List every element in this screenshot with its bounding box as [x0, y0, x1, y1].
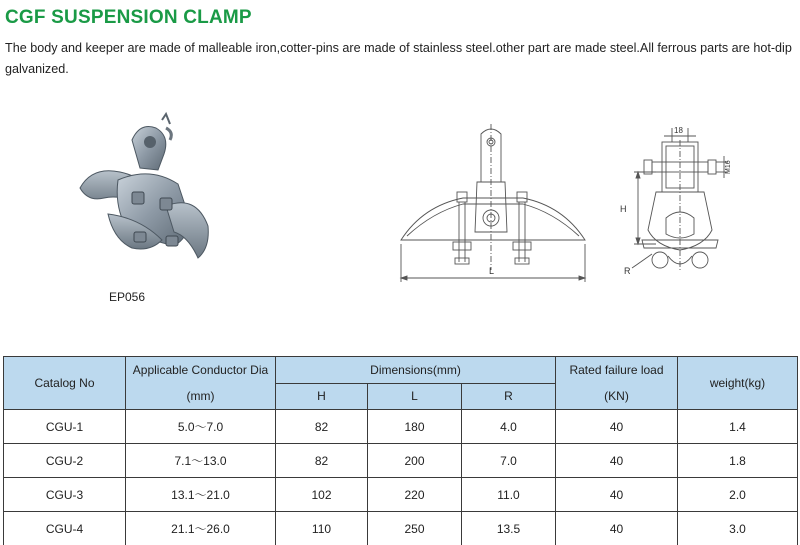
- cell-load: 40: [556, 410, 678, 444]
- cell-h: 110: [276, 512, 368, 545]
- cell-r: 7.0: [462, 444, 556, 478]
- dimension-h-label: H: [620, 204, 627, 214]
- header-conductor: [126, 357, 276, 410]
- cell-r: 13.5: [462, 512, 556, 545]
- cell-weight: 2.0: [678, 478, 798, 512]
- header-r: R: [462, 383, 556, 410]
- header-catalog: Catalog No: [4, 357, 126, 410]
- table-row: [4, 410, 798, 444]
- cell-load: 40: [556, 444, 678, 478]
- header-conductor-line2: (mm): [186, 389, 215, 403]
- header-load-line2: (KN): [604, 389, 629, 403]
- page-title: CGF SUSPENSION CLAMP: [5, 7, 252, 28]
- cell-h: 82: [276, 444, 368, 478]
- header-load: [556, 357, 678, 410]
- cell-load: 40: [556, 478, 678, 512]
- product-photo: [70, 110, 220, 270]
- cell-catalog: CGU-4: [4, 512, 126, 545]
- side-view-drawing: [612, 122, 747, 287]
- table-row: [4, 478, 798, 512]
- header-h: H: [276, 383, 368, 410]
- cell-l: 180: [368, 410, 462, 444]
- cell-catalog: CGU-2: [4, 444, 126, 478]
- dimension-bolt-label: M16: [725, 160, 732, 174]
- cell-dia: 21.1～26.0: [126, 512, 276, 545]
- cell-dia: 7.1～13.0: [126, 444, 276, 478]
- cell-dia: 5.0～7.0: [126, 410, 276, 444]
- product-description: The body and keeper are made of malleable iron,cotter-pins are made of stainless steel.other part are made steel.All ferrous parts are hot-dip galvanized.: [5, 41, 792, 76]
- table-header-row: [4, 357, 798, 384]
- dimension-l-label: L: [489, 266, 495, 276]
- cell-catalog: CGU-3: [4, 478, 126, 512]
- header-weight: weight(kg): [678, 357, 798, 410]
- cell-dia: 13.1～21.0: [126, 478, 276, 512]
- front-view-drawing: [393, 122, 593, 287]
- cell-l: 200: [368, 444, 462, 478]
- header-dimensions: Dimensions(mm): [276, 357, 556, 384]
- cell-catalog: CGU-1: [4, 410, 126, 444]
- dimension-width-label: 18: [674, 126, 683, 135]
- photo-caption: EP056: [109, 290, 146, 304]
- cell-l: 220: [368, 478, 462, 512]
- cell-r: 4.0: [462, 410, 556, 444]
- header-load-line1: Rated failure load: [569, 363, 664, 377]
- table-row: [4, 512, 798, 545]
- cell-weight: 1.4: [678, 410, 798, 444]
- header-conductor-line1: Applicable Conductor Dia: [132, 363, 269, 377]
- table-row: [4, 444, 798, 478]
- dimension-r-label: R: [624, 266, 631, 276]
- cell-r: 11.0: [462, 478, 556, 512]
- cell-h: 82: [276, 410, 368, 444]
- spec-table: [3, 356, 798, 545]
- cell-l: 250: [368, 512, 462, 545]
- cell-weight: 1.8: [678, 444, 798, 478]
- cell-weight: 3.0: [678, 512, 798, 545]
- header-l: L: [368, 383, 462, 410]
- cell-h: 102: [276, 478, 368, 512]
- cell-load: 40: [556, 512, 678, 545]
